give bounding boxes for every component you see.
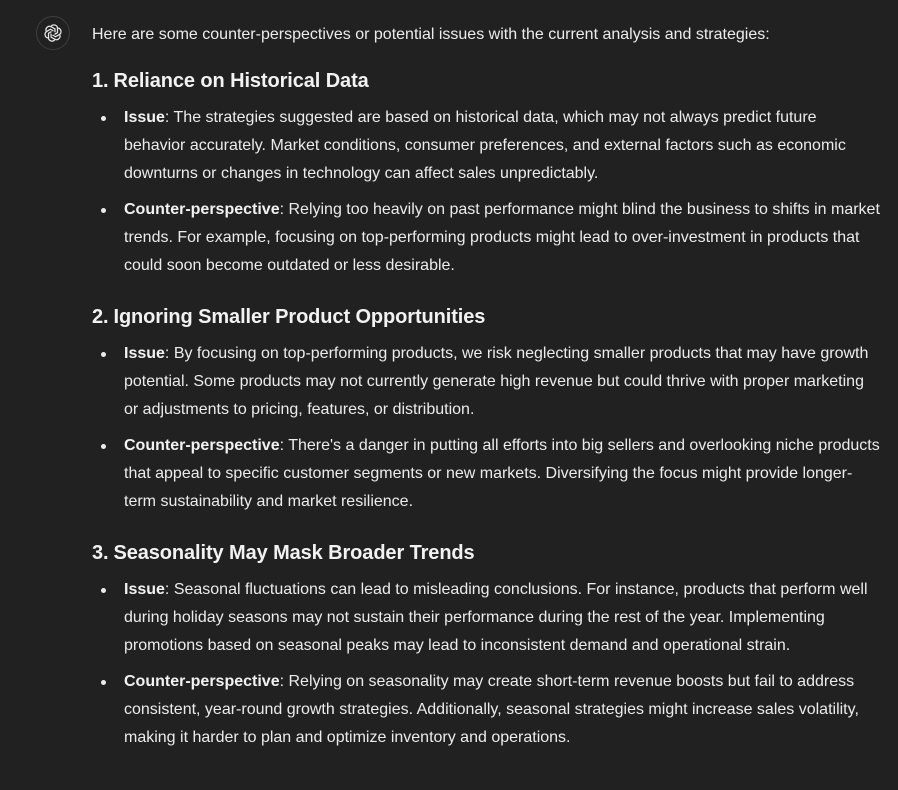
- section-heading: [92, 303, 882, 331]
- section-points: [92, 340, 882, 516]
- point-term: Issue: [124, 345, 165, 362]
- point-text: : By focusing on top-performing products, we risk neglecting smaller products that may have growth potential. Some products may not currently generate high revenue but could thrive with proper marketing or adjustments to pricing, features, or distribution.: [124, 345, 869, 418]
- point-term: Issue: [124, 109, 165, 126]
- section-title: Reliance on Historical Data: [113, 70, 369, 92]
- point-text: : Seasonal fluctuations can lead to misleading conclusions. For instance, products that perform well during holiday seasons may not sustain their performance during the rest of the year. Implementing promotions based on seasonal peaks may lead to inconsistent demand and operational strain.: [124, 581, 868, 654]
- bullet-icon: [101, 352, 106, 357]
- openai-logo-icon: [43, 23, 63, 43]
- section-number: 3.: [92, 542, 109, 564]
- point-text: : There's a danger in putting all efforts into big sellers and overlooking niche products that appeal to specific customer segments or new markets. Diversifying the focus might provide longer-term sustainability and market resilience.: [124, 437, 880, 510]
- bullet-icon: [101, 116, 106, 121]
- section-points: [92, 104, 882, 280]
- point-term: Counter-perspective: [124, 673, 280, 690]
- section-heading: [92, 67, 882, 95]
- list-item: [92, 196, 882, 280]
- assistant-avatar: [36, 16, 70, 50]
- list-item: [92, 576, 882, 660]
- point-text: : The strategies suggested are based on historical data, which may not always predict future behavior accurately. Market conditions, consumer preferences, and external factors such as economic downturns or changes in technology can affect sales unpredictably.: [124, 109, 846, 182]
- section-points: [92, 576, 882, 752]
- point-text: : Relying too heavily on past performance might blind the business to shifts in market trends. For example, focusing on top-performing products might lead to over-investment in products that could soon become outdated or less desirable.: [124, 201, 880, 274]
- bullet-icon: [101, 444, 106, 449]
- list-item: [92, 668, 882, 752]
- point-term: Issue: [124, 581, 165, 598]
- section-number: 1.: [92, 70, 109, 92]
- list-item: [92, 432, 882, 516]
- assistant-message: [92, 22, 882, 752]
- section-heading: [92, 539, 882, 567]
- section-title: Ignoring Smaller Product Opportunities: [113, 306, 486, 328]
- bullet-icon: [101, 588, 106, 593]
- section-number: 2.: [92, 306, 109, 328]
- point-term: Counter-perspective: [124, 437, 280, 454]
- point-term: Counter-perspective: [124, 201, 280, 218]
- bullet-icon: [101, 680, 106, 685]
- section-title: Seasonality May Mask Broader Trends: [113, 542, 475, 564]
- message-intro: Here are some counter-perspectives or potential issues with the current analysis and strategies:: [92, 26, 770, 43]
- point-text: : Relying on seasonality may create short-term revenue boosts but fail to address consistent, year-round growth strategies. Additionally, seasonal strategies might increase sales volatility, making it harder to plan and optimize inventory and operations.: [124, 673, 859, 746]
- bullet-icon: [101, 208, 106, 213]
- list-item: [92, 104, 882, 188]
- list-item: [92, 340, 882, 424]
